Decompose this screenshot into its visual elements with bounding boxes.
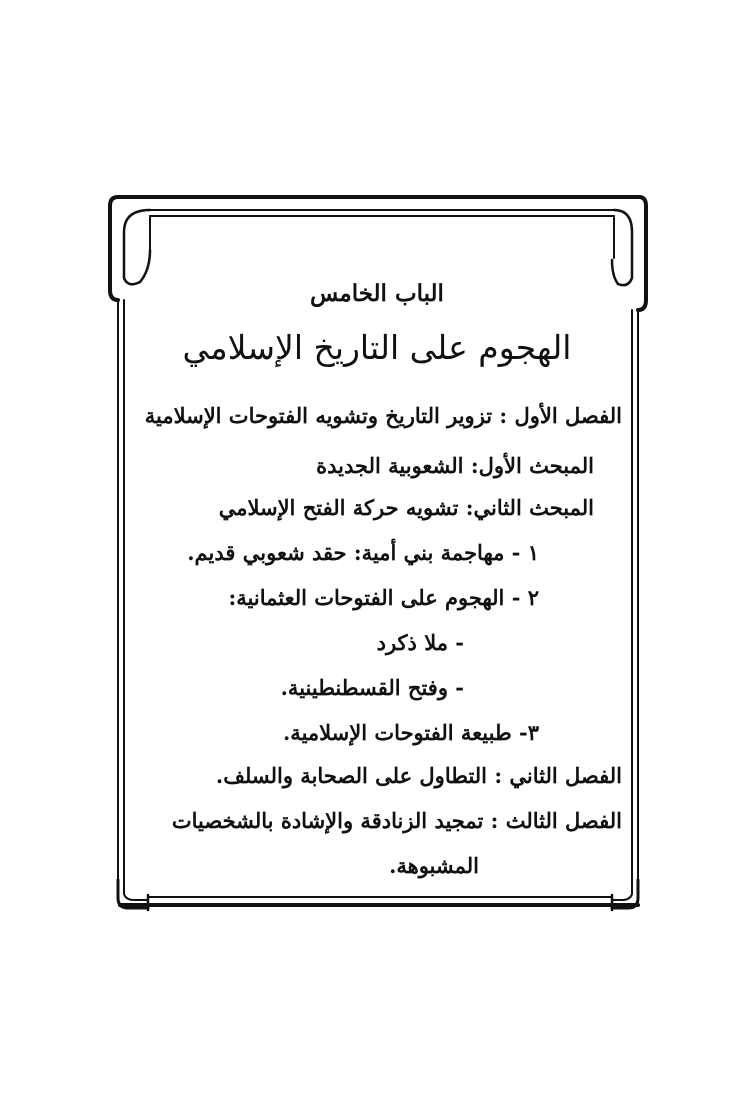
toc-chapter-3-cont: المشبوهة.	[389, 853, 479, 878]
toc-subitem-1: - ملا ذكرد	[376, 630, 464, 655]
toc-section-1: المبحث الأول: الشعوبية الجديدة	[316, 453, 594, 478]
toc-chapter-2: الفصل الثاني : التطاول على الصحابة والسلف.	[215, 763, 622, 788]
chapter-title: الباب الخامس	[310, 280, 444, 307]
toc-chapter-3: الفصل الثالث : تمجيد الزنادقة والإشادة بالشخصيات	[171, 808, 622, 833]
toc-item-1: ١ - مهاجمة بني أمية: حقد شعوبي قديم.	[187, 540, 539, 565]
toc-section-2: المبحث الثاني: تشويه حركة الفتح الإسلامي	[218, 495, 594, 520]
toc-subitem-2: - وفتح القسطنطينية.	[280, 675, 464, 700]
toc-item-2: ٢ - الهجوم على الفتوحات العثمانية:	[228, 585, 539, 610]
toc-item-3: ٣- طبيعة الفتوحات الإسلامية.	[283, 720, 539, 745]
toc-chapter-1: الفصل الأول : تزوير التاريخ وتشويه الفتوحات الإسلامية	[144, 403, 622, 428]
chapter-subtitle: الهجوم على التاريخ الإسلامي	[182, 328, 572, 367]
